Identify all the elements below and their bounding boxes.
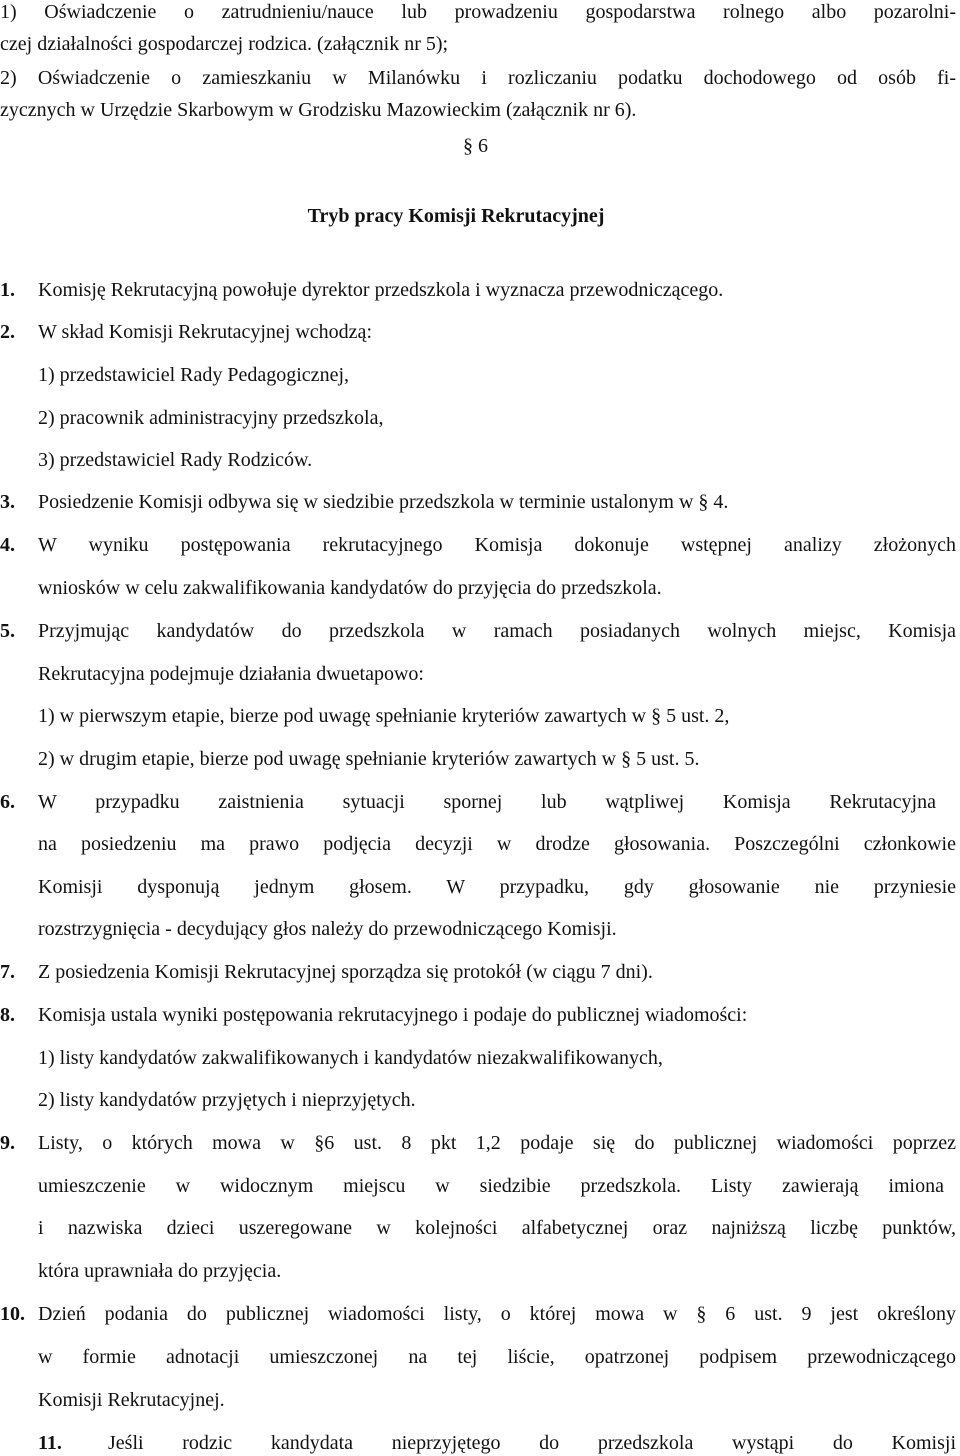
item-8-sub-1: 1) listy kandydatów zakwalifikowanych i kandydatów niezakwalifikowanych,	[38, 1047, 663, 1069]
item-9-text-4: która uprawniała do przyjęcia.	[38, 1260, 282, 1282]
item-3-text: Posiedzenie Komisji odbywa się w siedzibie przedszkola w terminie ustalonym w § 4.	[38, 491, 729, 513]
item-10-text-1: Dzień podania do publicznej wiadomości listy, o której mowa w § 6 ust. 9 jest określony	[38, 1303, 956, 1325]
item-6-text-2: na posiedzeniu ma prawo podjęcia decyzji w drodze głosowania. Poszczególni członkowie	[38, 833, 956, 855]
item-number-4: 4.	[0, 534, 15, 556]
item-8-sub-2: 2) listy kandydatów przyjętych i nieprzyjętych.	[38, 1089, 416, 1111]
item-11-text: Jeśli rodzic kandydata nieprzyjętego do przedszkola wystąpi do Komisji	[108, 1432, 956, 1454]
item-6-text-3: Komisji dysponują jednym głosem. W przypadku, gdy głosowanie nie przyniesie	[38, 876, 956, 898]
section-title: Tryb pracy Komisji Rekrutacyjnej	[307, 205, 605, 227]
item-9-text-1: Listy, o których mowa w §6 ust. 8 pkt 1,2 podaje się do publicznej wiadomości poprzez	[38, 1132, 956, 1154]
item-5-text-1: Przyjmując kandydatów do przedszkola w ramach posiadanych wolnych miejsc, Komisja	[38, 620, 956, 642]
intro-line-1: 1) Oświadczenie o zatrudnieniu/nauce lub prowadzeniu gospodarstwa rolnego albo pozarolni-	[0, 1, 956, 23]
item-4-text-1: W wyniku postępowania rekrutacyjnego Komisja dokonuje wstępnej analizy złożonych	[38, 534, 956, 556]
item-4-text-2: wniosków w celu zakwalifikowania kandydatów do przyjęcia do przedszkola.	[38, 577, 662, 599]
item-5-sub-2: 2) w drugim etapie, bierze pod uwagę spełnianie kryteriów zawartych w § 5 ust. 5.	[38, 748, 700, 770]
item-1-text: Komisję Rekrutacyjną powołuje dyrektor przedszkola i wyznacza przewodniczącego.	[38, 279, 724, 301]
item-number-10: 10.	[0, 1303, 25, 1325]
item-number-5: 5.	[0, 620, 15, 642]
item-number-1: 1.	[0, 279, 15, 301]
item-9-text-2: umieszczenie w widocznym miejscu w siedzibie przedszkola. Listy zawierają imiona	[38, 1175, 944, 1197]
intro-line-3: 2) Oświadczenie o zamieszkaniu w Milanówku i rozliczaniu podatku dochodowego od osób fi-	[0, 67, 956, 89]
intro-line-2: czej działalności gospodarczej rodzica. (załącznik nr 5);	[0, 33, 449, 55]
item-2-sub-2: 2) pracownik administracyjny przedszkola,	[38, 407, 384, 429]
item-number-11: 11.	[38, 1432, 62, 1454]
item-number-9: 9.	[0, 1132, 15, 1154]
item-5-text-2: Rekrutacyjna podejmuje działania dwuetapowo:	[38, 663, 424, 685]
item-2-sub-3: 3) przedstawiciel Rady Rodziców.	[38, 449, 313, 471]
item-6-text-1: W przypadku zaistnienia sytuacji spornej lub wątpliwej Komisja Rekrutacyjna	[38, 791, 936, 813]
item-7-text: Z posiedzenia Komisji Rekrutacyjnej sporządza się protokół (w ciągu 7 dni).	[38, 961, 653, 983]
item-9-text-3: i nazwiska dzieci uszeregowane w kolejności alfabetycznej oraz najniższą liczbę punktów,	[38, 1217, 956, 1239]
item-6-text-4: rozstrzygnięcia - decydujący głos należy do przewodniczącego Komisji.	[38, 918, 617, 940]
item-number-3: 3.	[0, 491, 15, 513]
item-number-6: 6.	[0, 791, 15, 813]
item-number-7: 7.	[0, 961, 15, 983]
item-10-text-2: w formie adnotacji umieszczonej na tej liście, opatrzonej podpisem przewodniczącego	[38, 1346, 956, 1368]
item-10-text-3: Komisji Rekrutacyjnej.	[38, 1389, 225, 1411]
item-number-8: 8.	[0, 1004, 15, 1026]
item-2-sub-1: 1) przedstawiciel Rady Pedagogicznej,	[38, 364, 349, 386]
item-5-sub-1: 1) w pierwszym etapie, bierze pod uwagę spełnianie kryteriów zawartych w § 5 ust. 2,	[38, 705, 730, 727]
item-number-2: 2.	[0, 321, 15, 343]
section-number: § 6	[463, 135, 488, 157]
item-8-text: Komisja ustala wyniki postępowania rekrutacyjnego i podaje do publicznej wiadomości:	[38, 1004, 748, 1026]
intro-line-4: zycznych w Urzędzie Skarbowym w Grodzisku Mazowieckim (załącznik nr 6).	[0, 99, 637, 121]
item-2-text: W skład Komisji Rekrutacyjnej wchodzą:	[38, 321, 372, 343]
